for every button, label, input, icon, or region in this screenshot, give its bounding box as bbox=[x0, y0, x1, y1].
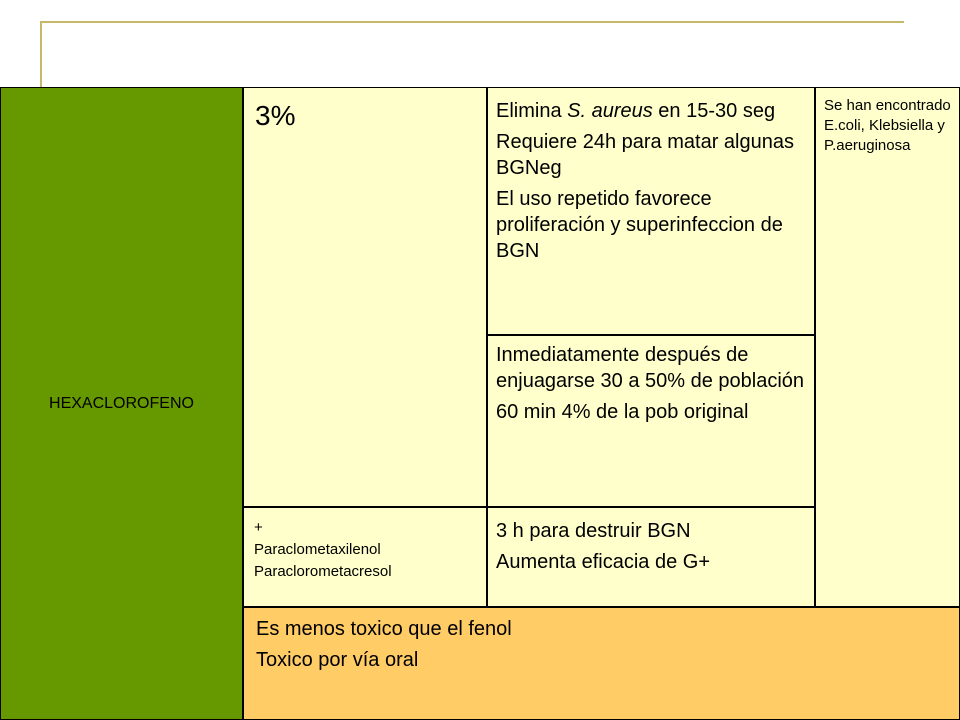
toxicity-cell bbox=[243, 607, 960, 720]
agent-name-cell bbox=[0, 87, 243, 720]
elimination-prefix: Elimina bbox=[496, 100, 568, 122]
organism-name: S. aureus bbox=[567, 100, 653, 122]
combination-cell bbox=[243, 507, 487, 607]
immediate-effect-cell bbox=[487, 335, 815, 507]
immediate-line-1: Inmediatamente después de enjuagarse 30 a 50% de población bbox=[496, 344, 805, 392]
gn-effect-line-2: Aumenta eficacia de G+ bbox=[496, 551, 711, 573]
elimination-line-1 bbox=[496, 98, 806, 124]
gn-effect-cell bbox=[487, 507, 815, 607]
decorative-left-line bbox=[40, 21, 42, 87]
combination-item-1: Paraclometaxilenol bbox=[254, 541, 381, 558]
concentration-cell bbox=[243, 87, 487, 507]
toxicity-line-2: Toxico por vía oral bbox=[256, 649, 419, 671]
elimination-suffix: en 15-30 seg bbox=[652, 100, 776, 122]
found-organisms-text: Se han encontrado E.coli, Klebsiella y P.aeruginosa bbox=[824, 97, 951, 154]
combination-plus: + bbox=[254, 519, 263, 536]
combination-item-2: Paraclorometacresol bbox=[254, 563, 392, 580]
agent-name: HEXACLOROFENO bbox=[49, 394, 194, 412]
elimination-line-3: El uso repetido favorece proliferación y superinfeccion de BGN bbox=[496, 188, 783, 262]
elimination-line-2: Requiere 24h para matar algunas BGNeg bbox=[496, 131, 794, 179]
immediate-line-2: 60 min 4% de la pob original bbox=[496, 401, 749, 423]
decorative-top-line bbox=[40, 21, 904, 23]
found-organisms-cell bbox=[815, 87, 960, 607]
concentration-value: 3% bbox=[255, 100, 296, 131]
toxicity-line-1: Es menos toxico que el fenol bbox=[256, 618, 512, 640]
gn-effect-line-1: 3 h para destruir BGN bbox=[496, 520, 691, 542]
elimination-cell bbox=[487, 87, 815, 335]
